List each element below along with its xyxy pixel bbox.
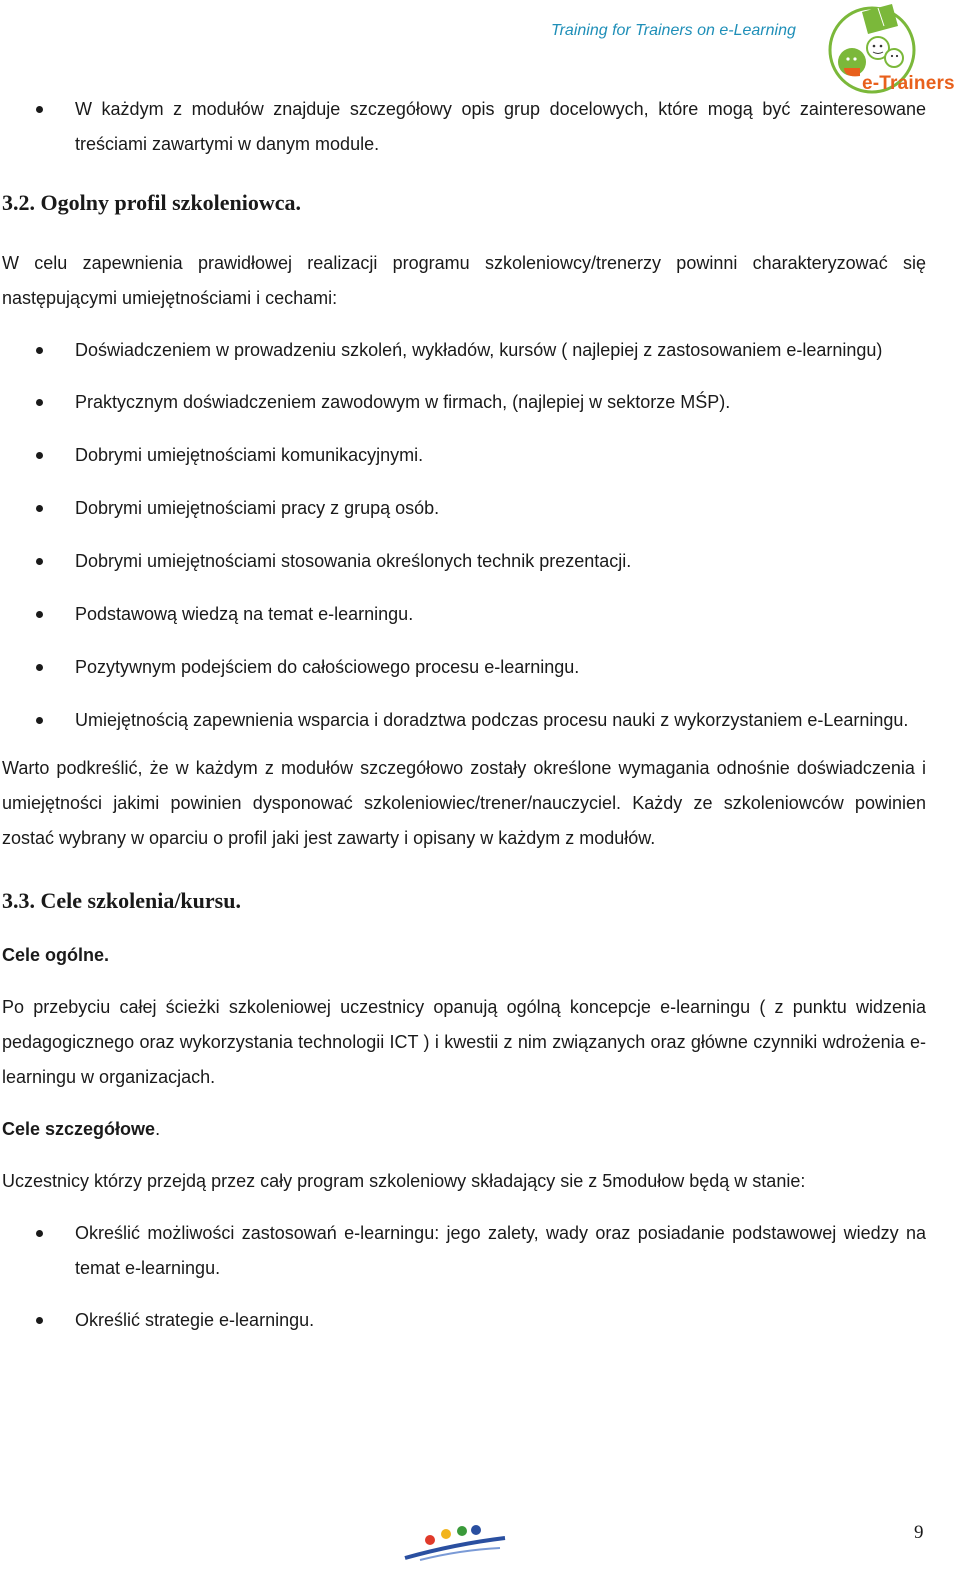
list-item: Dobrymi umiejętnościami pracy z grupą osób. bbox=[2, 491, 926, 526]
header-title: Training for Trainers on e-Learning bbox=[551, 22, 796, 39]
specific-goals-heading-text: Cele szczegółowe bbox=[2, 1119, 156, 1139]
goals-list bbox=[2, 1216, 926, 1338]
list-item: Umiejętnością zapewnienia wsparcia i doradztwa podczas procesu nauki z wykorzystaniem e-Learningu. bbox=[2, 703, 926, 738]
warto-paragraph: Warto podkreślić, że w każdym z modułów szczegółowo zostały określone wymagania odnośnie doświadczenia i umiejętności jakimi powinien dysponować szkoleniowiec/trener/nauczyciel. Każdy ze szkoleniowców powinien zostać wybrany w oparciu o profil jaki jest zawarty i opisany w każdym z modułów. bbox=[2, 758, 926, 848]
specific-goals-heading-period: . bbox=[155, 1119, 161, 1139]
section-33-heading: 3.3. Cele szkolenia/kursu. bbox=[2, 888, 241, 913]
list-item: Doświadczeniem w prowadzeniu szkoleń, wykładów, kursów ( najlepiej z zastosowaniem e-learningu) bbox=[2, 333, 926, 368]
intro-bullet-list bbox=[2, 92, 926, 162]
footer-logo-icon bbox=[400, 1518, 510, 1564]
list-item: Pozytywnym podejściem do całościowego procesu e-learningu. bbox=[2, 650, 926, 685]
list-item: W każdym z modułów znajduje szczegółowy opis grup docelowych, które mogą być zainteresowane treściami zawartymi w danym module. bbox=[2, 92, 926, 162]
skills-list bbox=[2, 333, 926, 738]
general-goals-paragraph: Po przebyciu całej ścieżki szkoleniowej uczestnicy opanują ogólną koncepcje e-learningu ( z punktu widzenia pedagogicznego oraz wykorzystania technologii ICT ) i kwestii z nim związanych oraz główne czynniki wdrożenia e-learningu w organizacjach. bbox=[2, 997, 926, 1087]
section-32-heading: 3.2. Ogolny profil szkoleniowca. bbox=[2, 190, 302, 215]
section-32-paragraph: W celu zapewnienia prawidłowej realizacji programu szkoleniowcy/trenerzy powinni charakteryzować się następującymi umiejętnościami i cechami: bbox=[2, 253, 926, 308]
specific-goals-paragraph: Uczestnicy którzy przejdą przez cały program szkoleniowy składający sie z 5modułow będą w stanie: bbox=[2, 1171, 806, 1191]
list-item: Praktycznym doświadczeniem zawodowym w firmach, (najlepiej w sektorze MŚP). bbox=[2, 385, 926, 420]
general-goals-heading: Cele ogólne. bbox=[2, 945, 110, 965]
e-trainers-logo-text: e-Trainers bbox=[862, 73, 955, 94]
list-item: Podstawową wiedzą na temat e-learningu. bbox=[2, 597, 926, 632]
specific-goals-heading bbox=[2, 1112, 926, 1147]
document-body bbox=[2, 90, 926, 1338]
list-item: Dobrymi umiejętnościami komunikacyjnymi. bbox=[2, 438, 926, 473]
list-item: Określić strategie e-learningu. bbox=[2, 1303, 926, 1338]
list-item: Dobrymi umiejętnościami stosowania określonych technik prezentacji. bbox=[2, 544, 926, 579]
page-number: 9 bbox=[914, 1522, 924, 1543]
list-item: Określić możliwości zastosowań e-learningu: jego zalety, wady oraz posiadanie podstawowej wiedzy na temat e-learningu. bbox=[2, 1216, 926, 1286]
